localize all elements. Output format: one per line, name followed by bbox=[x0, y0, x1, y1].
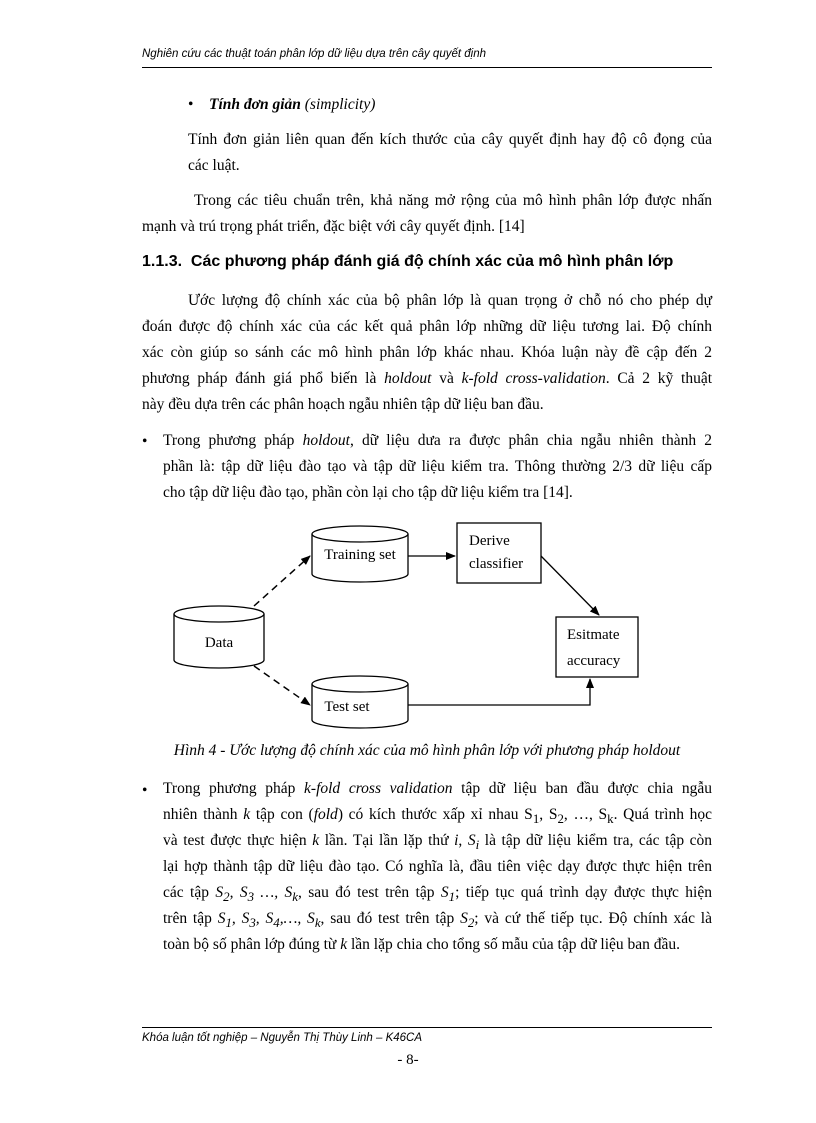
summary-line-1: Trong các tiêu chuẩn trên, khả năng mở rộng của mô hình phân lớp được nhấn bbox=[194, 192, 712, 209]
derive-label-2: classifier bbox=[469, 556, 524, 572]
running-header: Nghiên cứu các thuật toán phân lớp dữ liệu dựa trên cây quyết định bbox=[142, 48, 487, 60]
kfold-line-5: các tập $S_2$, $S_3$ …, $S_k$, sau đó test trên tập $S_1$; tiếp tục quá trình dạy được thực hiện bbox=[163, 884, 712, 905]
data-to-test-arrow bbox=[254, 666, 310, 705]
kfold-line-4: lại hợp thành tập dữ liệu đào tạo. Có nghĩa là, đầu tiên việc dạy được thực hiện trên bbox=[163, 858, 712, 875]
intro-line-1: Ước lượng độ chính xác của bộ phân lớp là quan trọng ở chỗ nó cho phép dự bbox=[188, 292, 712, 309]
simplicity-line-2: các luật. bbox=[188, 157, 240, 174]
simplicity-line-1: Tính đơn giản liên quan đến kích thước của cây quyết định hay độ cô đọng của bbox=[188, 131, 712, 148]
derive-classifier-box bbox=[457, 523, 541, 583]
kfold-line-6: trên tập $S_1$, $S_3$, $S_4,\dots$, $S_k$, sau đó test trên tập $S_2$; và cứ thế tiếp tục. Độ chính xác là bbox=[163, 910, 712, 931]
simplicity-term-en: (simplicity) bbox=[304, 96, 376, 113]
data-cylinder bbox=[174, 606, 264, 668]
training-set-cylinder bbox=[312, 526, 408, 582]
holdout-line-2: phần là: tập dữ liệu đào tạo và tập dữ liệu kiểm tra. Thông thường 2/3 dữ liệu cấp bbox=[163, 458, 712, 475]
intro-line-4: phương pháp đánh giá phổ biến là holdout và k-fold cross-validation. Cả 2 kỹ thuật bbox=[142, 370, 713, 387]
footer-rule bbox=[142, 1027, 712, 1028]
holdout-line-1: Trong phương pháp holdout, dữ liệu dưa ra được phân chia ngẫu nhiên thành 2 bbox=[163, 432, 713, 449]
estimate-label-1: Esitmate bbox=[567, 627, 620, 643]
kfold-line-2: nhiên thành k tập con (fold) có kích thước xấp xỉ nhau $S_1$, $S_2$, …, $S_k$. Quá trình học bbox=[163, 806, 713, 827]
data-to-training-arrow bbox=[254, 556, 310, 606]
test-set-cylinder bbox=[312, 676, 408, 728]
training-set-label: Training set bbox=[324, 547, 396, 563]
intro-line-5: này đều dựa trên các phân hoạch ngẫu nhiên tập dữ liệu ban đầu. bbox=[142, 396, 544, 413]
running-footer: Khóa luận tốt nghiệp – Nguyễn Thị Thùy Linh – K46CA bbox=[142, 1032, 423, 1044]
test-to-estimate-arrow bbox=[408, 679, 590, 705]
kfold-line-7: toàn bộ số phân lớp đúng từ k lần lặp chia cho tổng số mẫu của tập dữ liệu ban đầu. bbox=[163, 936, 681, 953]
summary-line-2: mạnh và trú trọng phát triển, đặc biệt với cây quyết định. [14] bbox=[142, 218, 525, 235]
section-number: 1.1.3. bbox=[142, 253, 183, 270]
bullet-icon: • bbox=[142, 433, 148, 450]
derive-to-estimate-arrow bbox=[541, 556, 599, 615]
bullet-icon: • bbox=[142, 782, 148, 799]
derive-label-1: Derive bbox=[469, 533, 510, 549]
estimate-label-2: accuracy bbox=[567, 653, 621, 669]
intro-line-2: đoán được độ chính xác của các kết quả phân lớp những dữ liệu tương lai. Độ chính bbox=[142, 318, 712, 335]
intro-line-3: xác còn giúp so sánh các mô hình phân lớp khác nhau. Khóa luận này đề cập đến 2 bbox=[142, 344, 712, 361]
estimate-accuracy-box bbox=[556, 617, 638, 677]
section-title: Các phương pháp đánh giá độ chính xác của mô hình phân lớp bbox=[190, 253, 674, 270]
kfold-line-3: và test được thực hiện k lần. Tại lần lặp thứ i, $S_i$ là tập dữ liệu kiểm tra, các tập còn bbox=[163, 832, 713, 853]
page-number: - 8- bbox=[397, 1052, 419, 1068]
kfold-line-1: Trong phương pháp k-fold cross validation tập dữ liệu ban đầu được chia ngẫu bbox=[163, 780, 712, 797]
data-label: Data bbox=[204, 635, 234, 651]
holdout-line-3: cho tập dữ liệu đào tạo, phần còn lại cho tập dữ liệu kiểm tra [14]. bbox=[163, 484, 573, 501]
simplicity-term: Tính đơn giản bbox=[209, 96, 301, 113]
bullet-icon: • bbox=[188, 96, 194, 113]
test-set-label: Test set bbox=[324, 699, 370, 715]
figure-caption: Hình 4 - Ước lượng độ chính xác của mô hình phân lớp với phương pháp holdout bbox=[173, 742, 681, 759]
